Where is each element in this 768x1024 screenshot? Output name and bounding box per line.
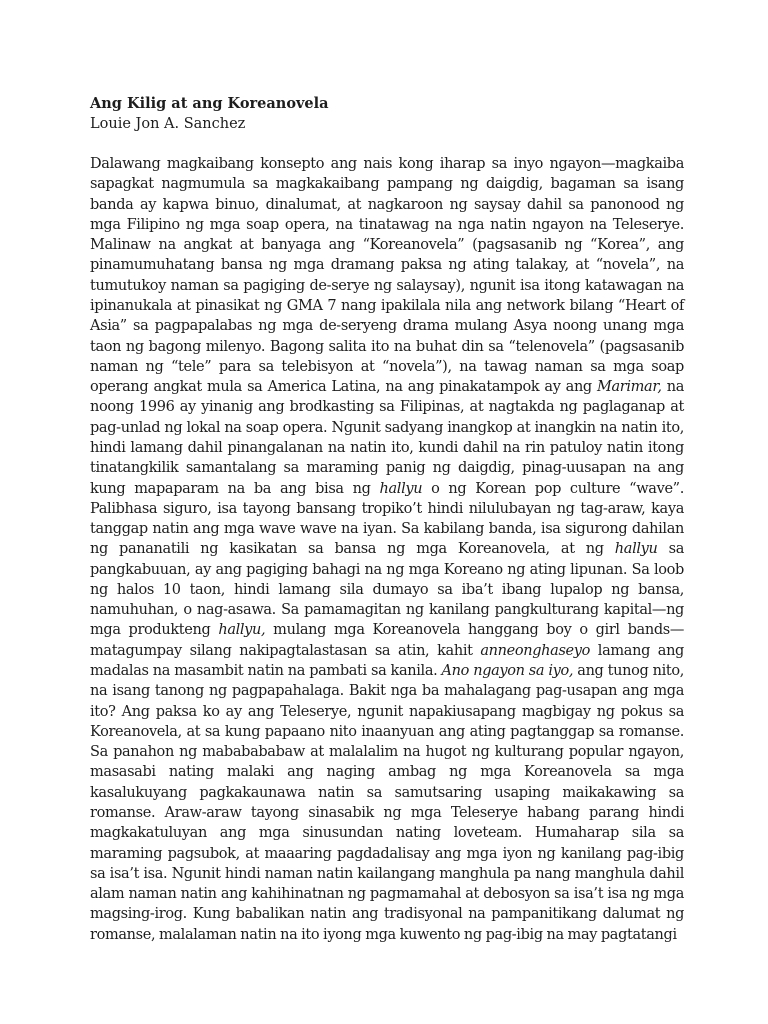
text-run: mulang mga Koreanovela hanggang boy o girl bands—matagumpay silang nakipagtalastasan sa atin, kahit — [90, 622, 684, 659]
document-author: Louie Jon A. Sanchez — [90, 116, 246, 132]
italic-run: hallyu — [379, 480, 423, 497]
italic-run: Marimar, — [596, 379, 662, 396]
text-run: lamang ang madalas na masambit natin na pambati sa kanila. — [90, 642, 684, 680]
text-run: na noong 1996 ay yinanig ang brodkasting sa Filipinas, at nagtakda ng paglaganap at pag-unlad ng lokal na soap opera. Ngunit sadyang inangkop at inangkin na natin ito, hindi lamang dahil pinangalanan na natin ito, kundi dahil na rin patuloy natin itong tinatangkilik samantalang sa maraming panig ng daigdig, pinag-uusapan na ang kung mapaparam na ba ang bisa ng — [90, 379, 684, 497]
italic-run: anneonghaseyo — [480, 642, 591, 659]
italic-run: hallyu, — [218, 622, 266, 639]
document-title: Ang Kilig at ang Koreanovela — [90, 95, 329, 112]
text-run: ang tunog nito, na isang tanong ng pagpapahalaga. Bakit nga ba mahalagang pag-usapan ang mga ito? Ang paksa ko ay ang Teleserye, ngunit napakiusapang magbigay ng pokus sa Koreanovela, at sa kung papaano nito inaanyuan ang ating pagtanggap sa romanse. Sa panahon ng mababababaw at malalalim na hugot ng kulturang popular ngayon, masasabi nating malaki ang naging ambag ng mga Koreanovela sa mga kasalukuyang pagkakaunawa natin sa samutsaring usaping maikakawing sa romanse. Araw-araw tayong sinasabik ng mga Teleserye habang parang hindi magkakatuluyan ang mga sinusundan nating loveteam. Humaharap sila sa maraming pagsubok, at maaaring pagdadalisay ang mga iyon ng kanilang pag-ibig sa isa’t isa. Ngunit hindi naman natin kailangang manghula pa nang manghula dahil alam naman natin ang kahihinatnan ng pagmamahal at debosyon sa isa’t isa ng mga magsing-irog. Kung babalikan natin ang tradisyonal na pampanitikang dalumat ng romanse, malalaman natin na ito iyong mga kuwento ng pag-ibig na may pagtatangi — [90, 663, 684, 943]
italic-run: Ano ngayon sa iyo, — [441, 663, 574, 680]
body-paragraph — [90, 154, 684, 945]
italic-run: hallyu — [614, 541, 658, 558]
text-run: o ng Korean pop culture “wave”. Palibhasa siguro, isa tayong bansang tropiko’t hindi nilulubayan ng tag-araw, kaya tanggap natin ang mga wave wave na iyan. Sa kabilang banda, isa sigurong dahilan ng pananatili ng kasikatan sa bansa ng mga Koreanovela, at ng — [90, 480, 684, 558]
text-run: Dalawang magkaibang konsepto ang nais kong iharap sa inyo ngayon—magkaiba sapagkat nagmumula sa magkakaibang pampang ng daigdig, bagaman sa isang banda ay kapwa binuo, dinalumat, at nagkaroon ng saysay dahil sa panonood ng mga Filipino ng mga soap opera, na tinatawag na nga natin ngayon na Teleserye. Malinaw na angkat at banyaga ang “Koreanovela” (pagsasanib ng “Korea”, ang pinamumuhatang bansa ng mga dramang paksa ng ating talakay, at “novela”, na tumutukoy naman sa pagiging de-serye ng salaysay), ngunit isa itong katawagan na ipinanukala at pinasikat ng GMA 7 nang ipakilala nila ang network bilang “Heart of Asia” sa pagpapalabas ng mga de-seryeng drama mulang Asya noong unang mga taon ng bagong milenyo. Bagong salita ito na buhat din sa “telenovela” (pagsasanib naman ng “tele” para sa telebisyon at “novela”), na tawag naman sa mga soap operang angkat mula sa America Latina, na ang pinakatampok ay ang — [90, 156, 684, 396]
text-run: sa pangkabuuan, ay ang pagiging bahagi na ng mga Koreano ng ating lipunan. Sa loob ng halos 10 taon, hindi lamang sila dumayo sa iba’t ibang lupalop ng bansa, namuhuhan, o nag-asawa. Sa pamamagitan ng kanilang pangkulturang kapital—ng mga produkteng — [90, 541, 684, 639]
